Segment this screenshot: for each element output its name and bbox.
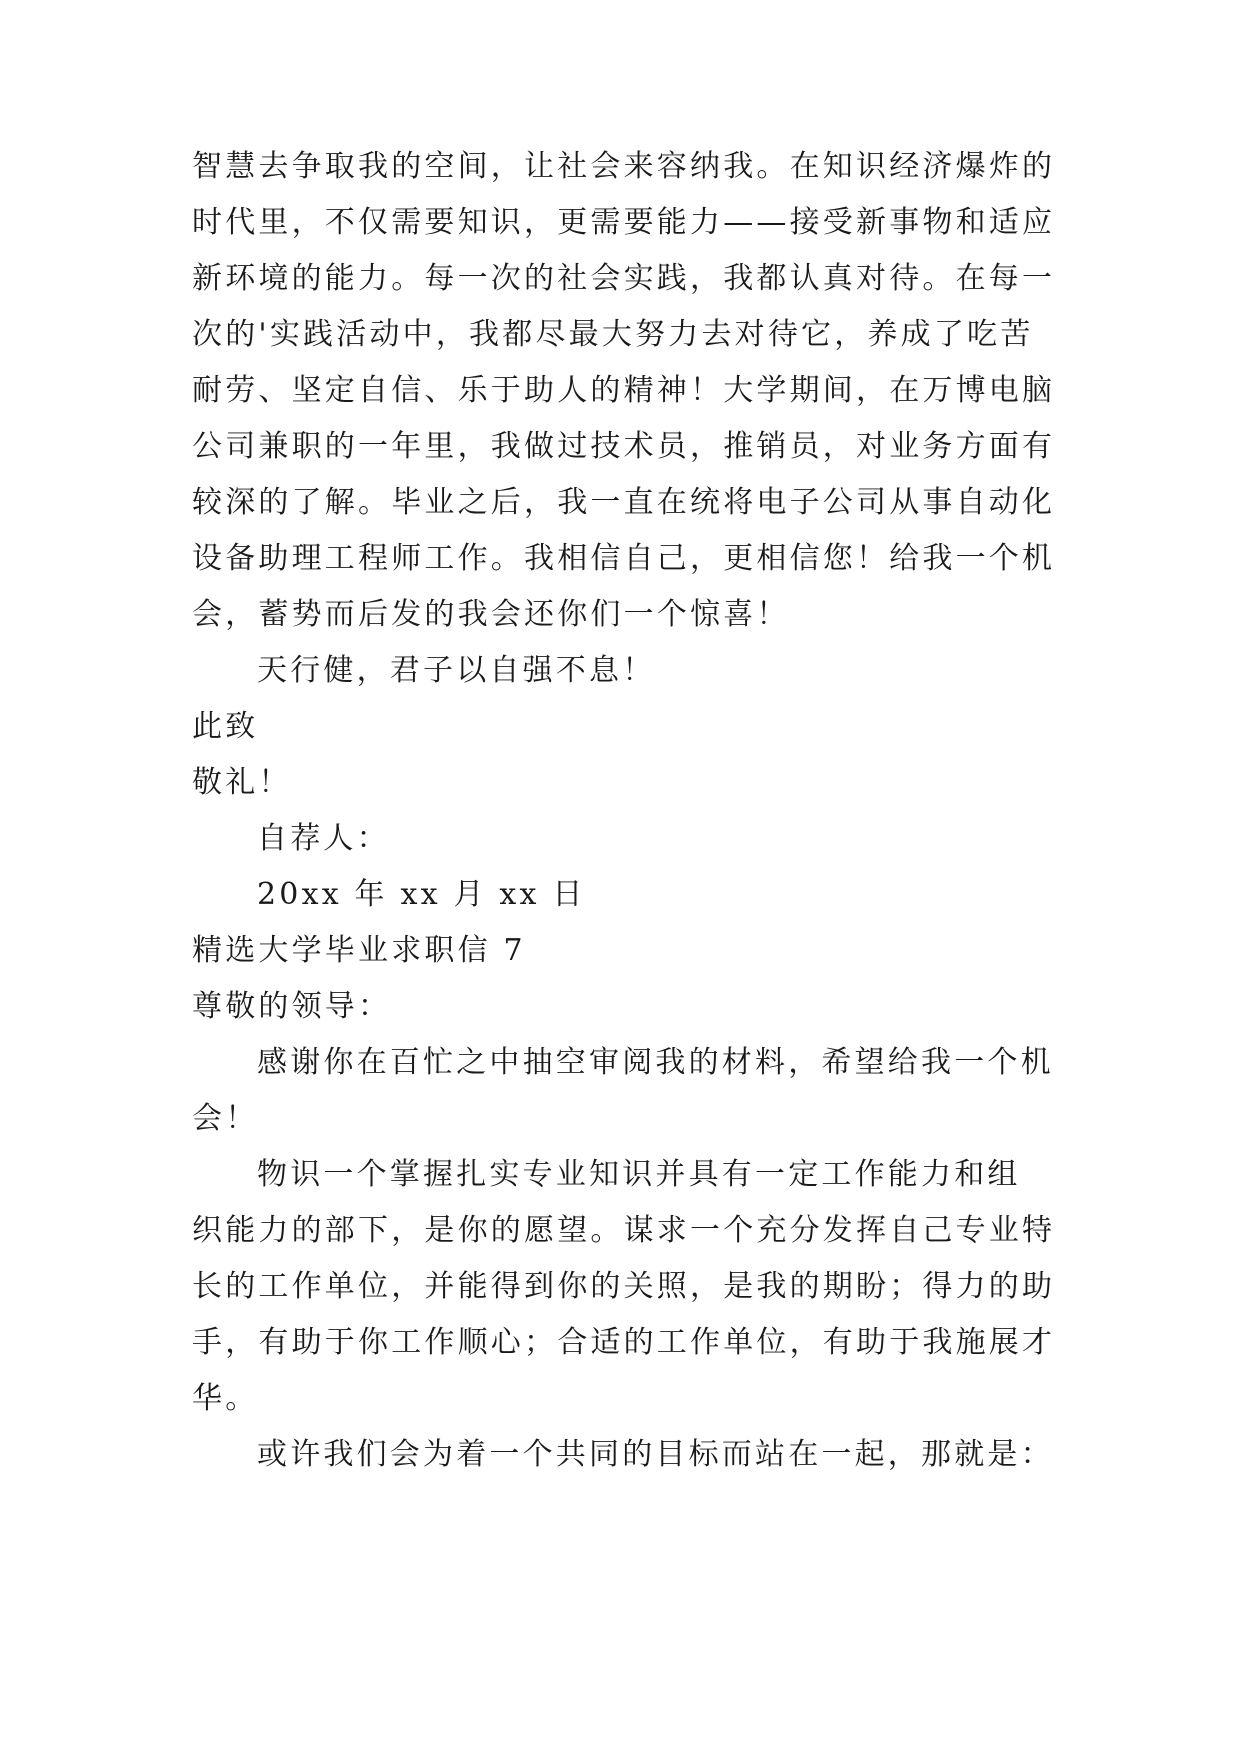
letter-greeting: 尊敬的领导： <box>192 989 392 1024</box>
text-line: 次的'实践活动中，我都尽最大努力去对待它，养成了吃苦 <box>192 317 1034 352</box>
text-line: 耐劳、坚定自信、乐于助人的精神！大学期间，在万博电脑 <box>192 373 1056 408</box>
text-line: 织能力的部下，是你的愿望。谋求一个充分发挥自己专业特 <box>192 1213 1056 1248</box>
text-line: 较深的了解。毕业之后，我一直在统将电子公司从事自动化 <box>192 485 1056 520</box>
signature-date: 20xx 年 xx 月 xx 日 <box>257 877 586 912</box>
text-line: 会！ <box>192 1101 259 1136</box>
section-title: 精选大学毕业求职信 7 <box>192 933 526 968</box>
text-line: 或许我们会为着一个共同的目标而站在一起，那就是： <box>257 1437 1054 1472</box>
text-line: 智慧去争取我的空间，让社会来容纳我。在知识经济爆炸的 <box>192 149 1056 184</box>
text-line: 感谢你在百忙之中抽空审阅我的材料，希望给我一个机 <box>257 1045 1054 1080</box>
text-line: 物识一个掌握扎实专业知识并具有一定工作能力和组 <box>257 1157 1021 1192</box>
text-line: 手，有助于你工作顺心；合适的工作单位，有助于我施展才 <box>192 1325 1056 1360</box>
signature-label: 自荐人： <box>257 821 390 856</box>
closing-motto: 天行健，君子以自强不息！ <box>257 653 656 688</box>
text-line: 公司兼职的一年里，我做过技术员，推销员，对业务方面有 <box>192 429 1056 464</box>
text-line: 华。 <box>192 1381 259 1416</box>
text-line: 会，蓄势而后发的我会还你们一个惊喜！ <box>192 597 790 632</box>
text-line: 新环境的能力。每一次的社会实践，我都认真对待。在每一 <box>192 261 1056 296</box>
salutation-close: 此致 <box>192 709 259 744</box>
salutation-regards: 敬礼！ <box>192 765 292 800</box>
text-line: 时代里，不仅需要知识，更需要能力——接受新事物和适应 <box>192 205 1056 240</box>
text-line: 设备助理工程师工作。我相信自己，更相信您！给我一个机 <box>192 541 1056 576</box>
text-line: 长的工作单位，并能得到你的关照，是我的期盼；得力的助 <box>192 1269 1056 1304</box>
